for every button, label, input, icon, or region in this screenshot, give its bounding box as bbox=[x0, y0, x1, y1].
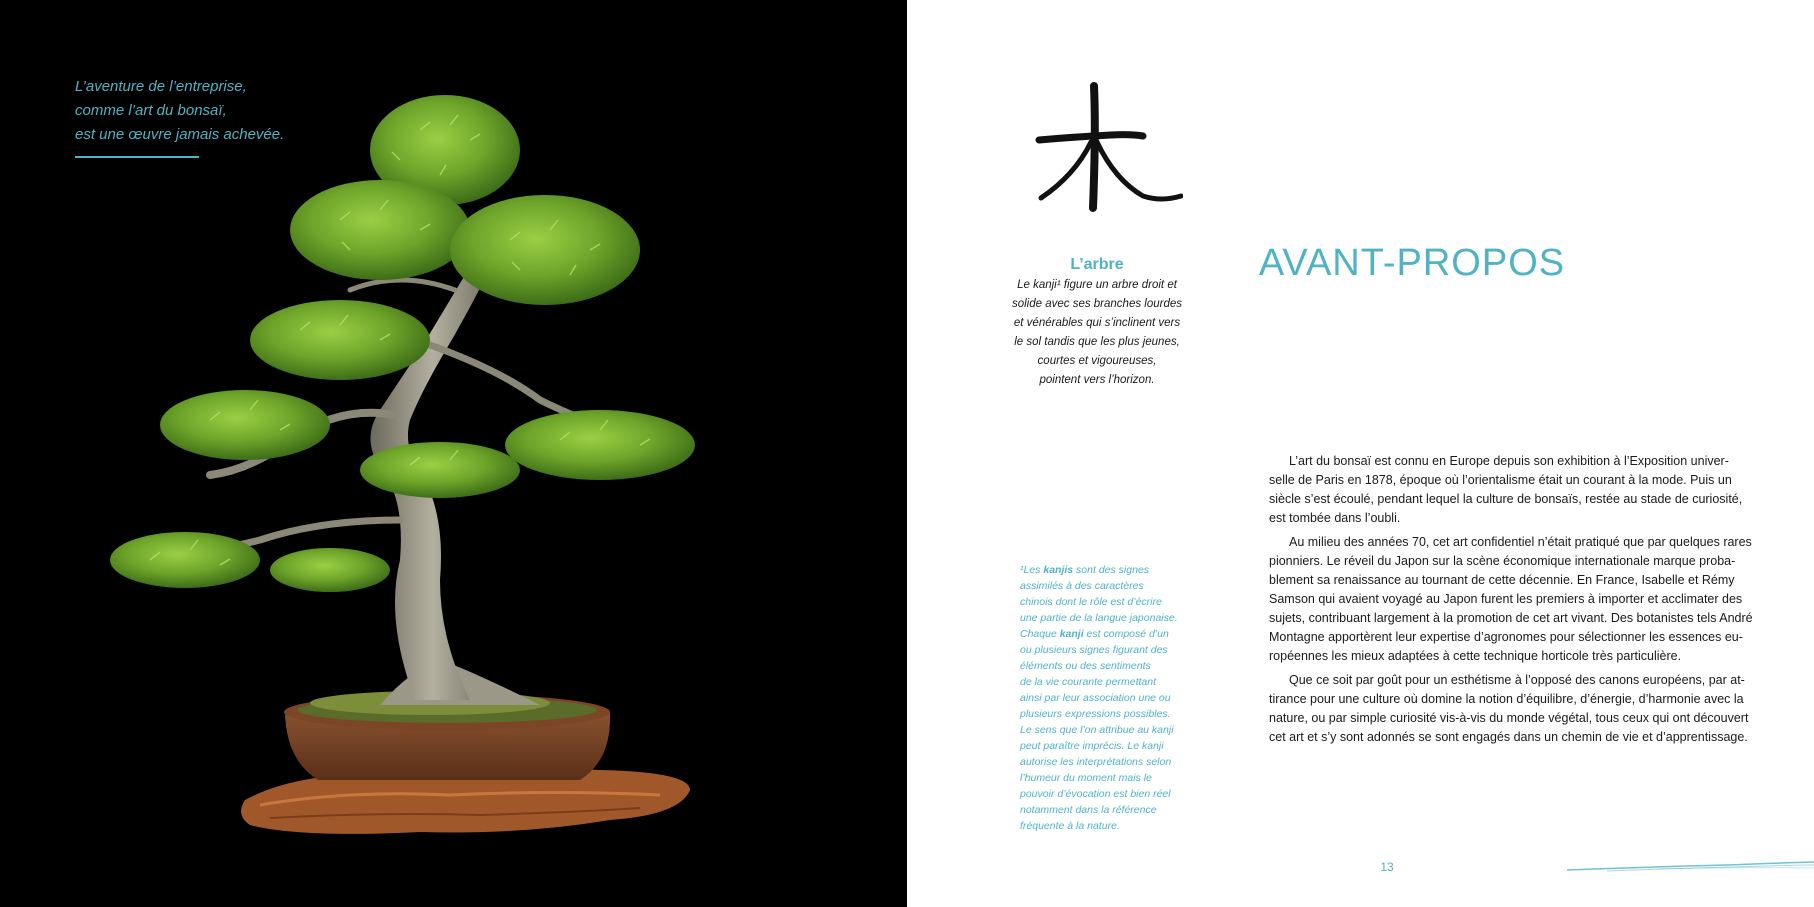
brush-stroke-decoration bbox=[1567, 858, 1814, 874]
footnote-line: Le sens que l’on attribue au kanji bbox=[1020, 724, 1174, 736]
text-line: Montagne apportèrent leur expertise d’agronomes pour sélectionner les essences eu- bbox=[1269, 630, 1743, 644]
text-line: est tombée dans l’oubli. bbox=[1269, 511, 1401, 525]
footnote-line: chinois dont le rôle est d’écrire bbox=[1020, 596, 1162, 608]
footnote bbox=[1020, 562, 1210, 834]
footnote-line: Chaque kanji est composé d’un bbox=[1020, 628, 1169, 640]
footnote-line: fréquente à la nature. bbox=[1020, 820, 1120, 832]
caption-line: pointent vers l’horizon. bbox=[1039, 374, 1155, 386]
caption-line: Le kanji¹ figure un arbre droit et bbox=[1017, 279, 1177, 291]
footnote-line: l’humeur du moment mais le bbox=[1020, 772, 1152, 784]
caption-line: solide avec ses branches lourdes bbox=[1011, 298, 1183, 310]
kanji-tree-character bbox=[1033, 80, 1183, 215]
epigraph-line: L’aventure de l’entreprise, bbox=[75, 78, 247, 95]
footnote-line: notamment dans la référence bbox=[1020, 804, 1157, 816]
text-line: tirance pour une culture où domine la notion d’équilibre, d’énergie, d’harmonie avec la bbox=[1269, 692, 1744, 706]
kanji-caption bbox=[1007, 254, 1187, 390]
epigraph-line: est une œuvre jamais achevée. bbox=[75, 126, 285, 143]
footnote-line: éléments ou des sentiments bbox=[1020, 660, 1151, 672]
text-line: Que ce soit par goût pour un esthétisme à l’opposé des canons européens, par at- bbox=[1289, 673, 1745, 687]
footnote-line: ou plusieurs signes figurant des bbox=[1020, 644, 1168, 656]
text-line: Au milieu des années 70, cet art confidentiel n’était pratiqué que par quelques rares bbox=[1289, 535, 1752, 549]
caption-text bbox=[1007, 276, 1187, 390]
text-line: ropéennes les mieux adaptées à cette technique horticole très particulière. bbox=[1269, 649, 1682, 663]
epigraph-line: comme l’art du bonsaï, bbox=[75, 102, 227, 119]
caption-line: courtes et vigoureuses, bbox=[1037, 355, 1157, 367]
footnote-line: ainsi par leur association une ou bbox=[1020, 692, 1171, 704]
caption-title: L’arbre bbox=[1070, 256, 1124, 273]
footnote-line: assimilés à des caractères bbox=[1020, 580, 1144, 592]
text-line: selle de Paris en 1878, époque où l’orientalisme était un courant à la mode. Puis un bbox=[1269, 473, 1732, 487]
right-page bbox=[907, 0, 1814, 907]
body-text bbox=[1269, 452, 1759, 752]
text-line: sujets, contribuant largement à la promotion de cet art vivant. Des botanistes tels André bbox=[1269, 611, 1753, 625]
caption-line: le sol tandis que les plus jeunes, bbox=[1014, 336, 1180, 348]
paragraph bbox=[1269, 533, 1759, 666]
text-line: siècle s’est écoulé, pendant lequel la culture de bonsaïs, restée au stade de curiosité, bbox=[1269, 492, 1743, 506]
text-line: cet art et s’y sont adonnés se sont engagés dans un chemin de vie et d’apprentissage. bbox=[1269, 730, 1748, 744]
page-title: AVANT-PROPOS bbox=[1258, 242, 1566, 284]
text-line: nature, ou par simple curiosité vis-à-vis du monde végétal, tous ceux qui ont découvert bbox=[1269, 711, 1749, 725]
page-number: 13 bbox=[1380, 860, 1394, 874]
paragraph bbox=[1269, 452, 1759, 528]
paragraph bbox=[1269, 671, 1759, 747]
footnote-line: ¹Les kanjis sont des signes bbox=[1020, 564, 1150, 576]
footnote-marker: ¹ bbox=[1020, 564, 1024, 576]
text-line: L’art du bonsaï est connu en Europe depuis son exhibition à l’Exposition univer- bbox=[1289, 454, 1729, 468]
footnote-line: autorise les interprétations selon bbox=[1020, 756, 1172, 768]
text-line: pionniers. Le réveil du Japon sur la scène économique internationale marque proba- bbox=[1269, 554, 1736, 568]
caption-line: et vénérables qui s’inclinent vers bbox=[1013, 317, 1181, 329]
footnote-line: plusieurs expressions possibles. bbox=[1020, 708, 1171, 720]
footnote-line: pouvoir d’évocation est bien réel bbox=[1020, 788, 1171, 800]
footnote-line: de la vie courante permettant bbox=[1020, 676, 1156, 688]
bonsai-tree-photo bbox=[100, 70, 720, 850]
footnote-line: peut paraître imprécis. Le kanji bbox=[1020, 740, 1164, 752]
text-line: blement sa renaissance au tournant de cette décennie. En France, Isabelle et Rémy bbox=[1269, 573, 1735, 587]
footnote-line: une partie de la langue japonaise. bbox=[1020, 612, 1178, 624]
text-line: Samson qui avaient voyagé au Japon furent les premiers à importer et acclimater des bbox=[1269, 592, 1743, 606]
